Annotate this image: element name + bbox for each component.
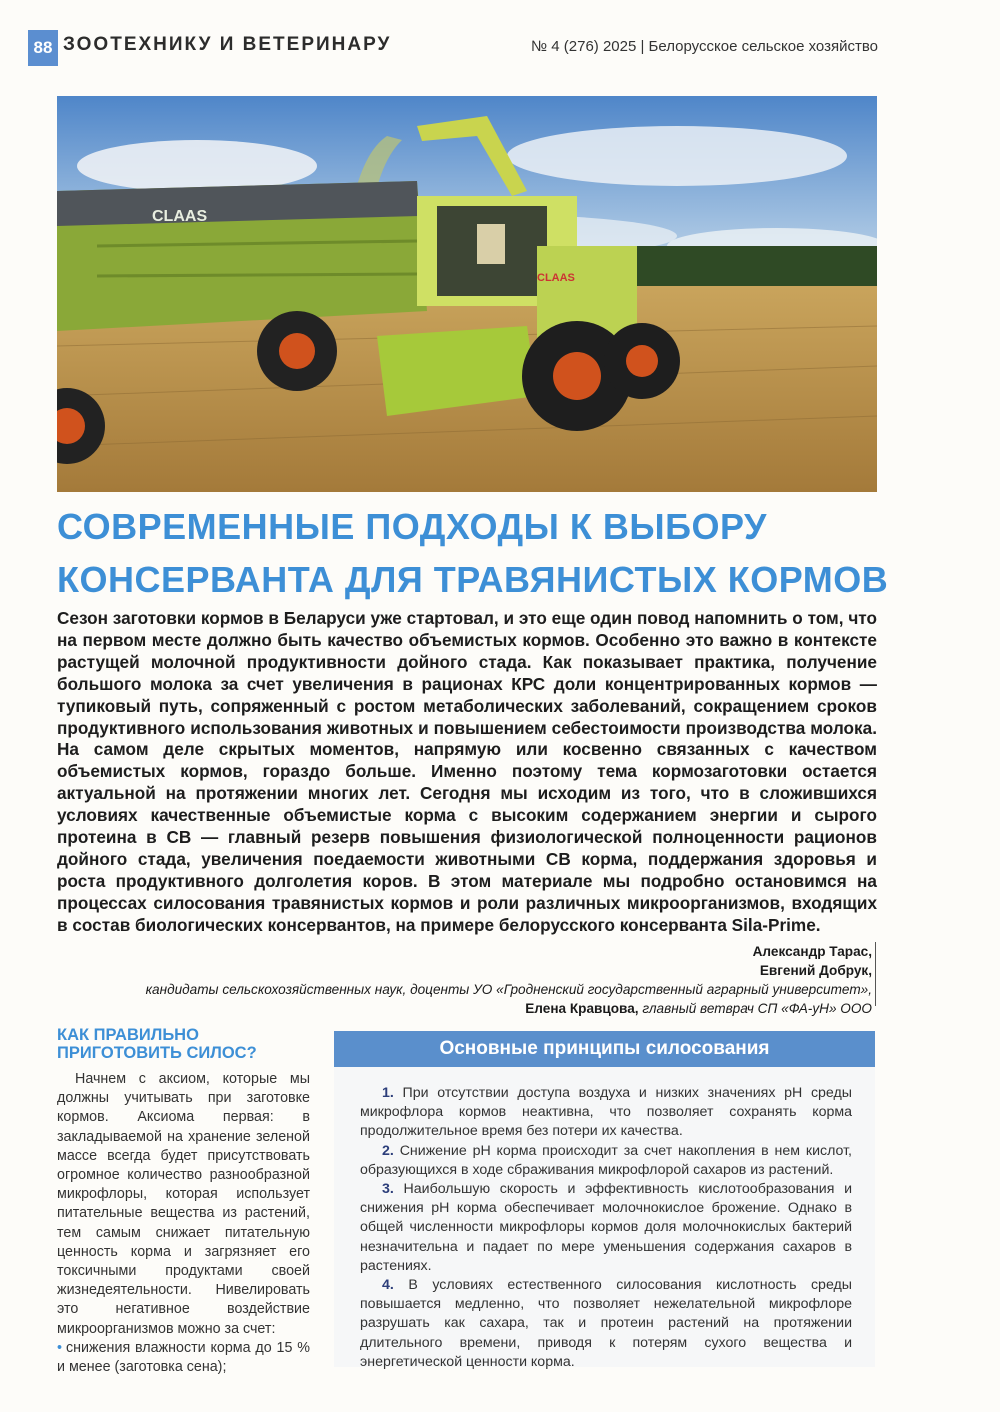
- author-3: Елена Кравцова,: [525, 1001, 639, 1016]
- harvester-photo: [57, 96, 877, 492]
- article-title: [57, 500, 897, 606]
- principle-number: 2.: [382, 1142, 394, 1159]
- page-number: 88: [28, 30, 58, 66]
- principle-text: При отсутствии доступа воздуха и низких значениях pH среды микрофлора кормов неактивна, что позволяет сохранять корма продолжительное время без потери их качества.: [360, 1085, 852, 1140]
- trailer-brand-label: CLAAS: [152, 208, 208, 225]
- left-column: [57, 1070, 310, 1377]
- article-lead: Сезон заготовки кормов в Беларуси уже стартовал, и это еще один повод напомнить о том, что на первом месте должно быть качество объемистых кормов. Особенно это важно в контексте растущей молочной продуктивности дойного стада. Как показывает практика, получение большого молока за счет увеличения в рационах КРС доли концентрированных кормов — тупиковый путь, сопряженный с ростом метаболических заболеваний, сокращением сроков продуктивного использования животных и повышением себестоимости производства молока. На самом деле скрытых моментов, напрямую или косвенно связанных с качеством объемистых кормов, гораздо больше. Именно поэтому тема кормозаготовки остается актуальной на протяжении многих лет. Сегодня мы исходим из того, что в сложившихся условиях качественные объемистые корма с высоким содержанием энергии и сырого протеина в СВ — главный резерв повышения физиологической полноценности рационов дойного стада, увеличения поедаемости животными СВ корма, поддержания здоровья и роста продуктивного долголетия коров. В этом материале мы подробно остановимся на процессах силосования травянистых кормов и роли различных микроорганизмов, входящих в состав биологических консервантов, на примере белорусского консерванта Sila-Prime.: [57, 608, 877, 935]
- author-1: Александр Тарас,: [752, 944, 872, 959]
- author-block: [112, 942, 872, 1018]
- author-2: Евгений Добрук,: [759, 963, 872, 978]
- author-3-role: главный ветврач СП «ФА-уН» ООО: [642, 1001, 872, 1016]
- author-divider: [875, 942, 876, 1006]
- section-title: ЗООТЕХНИКУ И ВЕТЕРИНАРУ: [63, 34, 392, 55]
- principle-text: Наибольшую скорость и эффективность кислотообразования и снижения pH корма обеспечивает молочнокислое брожение. Однако в общей численности микрофлоры кормов доля молочнокислых бактерий незначительна и падает по мере уменьшения содержания сахаров в растениях.: [360, 1181, 852, 1274]
- harvester-brand-label: CLAAS: [537, 272, 575, 284]
- principle-item: [360, 1084, 852, 1142]
- principle-number: 1.: [382, 1085, 394, 1101]
- bullet-icon: •: [57, 1339, 63, 1356]
- principle-item: [360, 1142, 852, 1180]
- section-subheading: КАК ПРАВИЛЬНО ПРИГОТОВИТЬ СИЛОС?: [57, 1026, 257, 1062]
- principle-item: [360, 1180, 852, 1276]
- principle-text: Снижение pH корма происходит за счет накопления в нем кислот, образующихся в ходе сбраживания микрофлорой сахаров из растений.: [360, 1142, 852, 1178]
- title-line-2: КОНСЕРВАНТА ДЛЯ ТРАВЯНИСТЫХ КОРМОВ: [57, 559, 889, 600]
- issue-info: № 4 (276) 2025 | Белорусское сельское хозяйство: [531, 38, 878, 55]
- principle-number: 3.: [382, 1181, 394, 1198]
- principles-list: [360, 1084, 852, 1372]
- bullet-text: снижения влажности корма до 15 % и менее (заготовка сена);: [57, 1339, 310, 1376]
- title-line-1: СОВРЕМЕННЫЕ ПОДХОДЫ К ВЫБОРУ: [57, 506, 767, 547]
- list-item: [57, 1339, 310, 1377]
- principles-box-title: Основные принципы силосования: [334, 1031, 875, 1067]
- author-credentials: кандидаты сельскохозяйственных наук, доценты УО «Гродненский государственный аграрный университет»,: [145, 982, 872, 997]
- principle-item: [360, 1276, 852, 1372]
- principle-text: В условиях естественного силосования кислотность среды повышается медленно, что позволяет нежелательной микрофлоре разрушать как сахара, так и протеин растений на протяжении длительного времени, приводя к потерям сухого вещества и энергетической ценности корма.: [360, 1277, 853, 1370]
- principle-number: 4.: [382, 1277, 394, 1294]
- intro-paragraph: Начнем с аксиом, которые мы должны учитывать при заготовке кормов. Аксиома первая: в закладываемой на хранение зеленой массе всегда будет присутствовать огромное количество разнообразной микрофлоры, которая использует питательные вещества из растений, тем самым снижает питательную ценность корма и загрязняет его токсичными продуктами своей жизнедеятельности. Нивелировать это негативное воздействие микроорганизмов можно за счет:: [57, 1071, 310, 1337]
